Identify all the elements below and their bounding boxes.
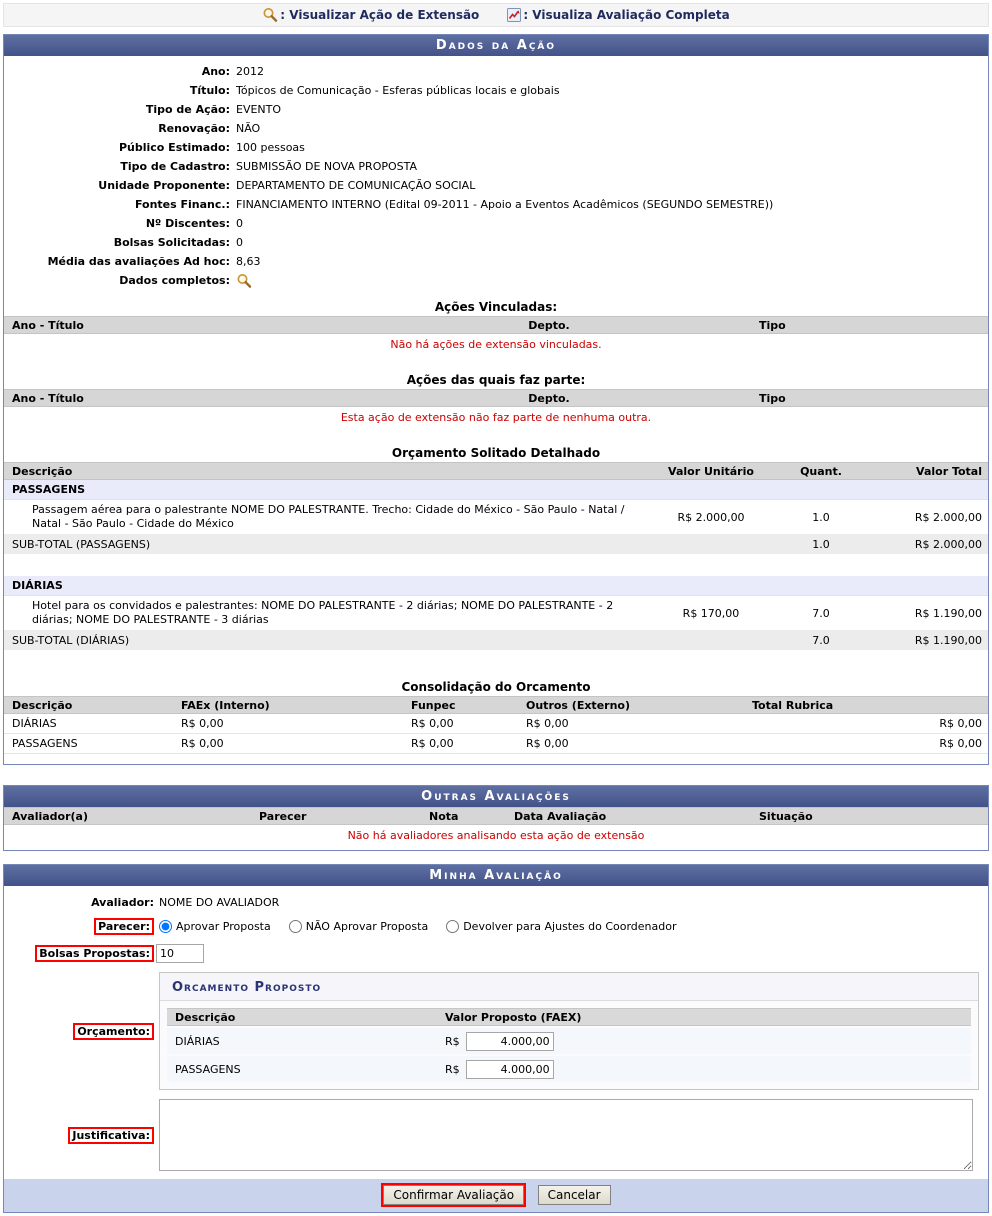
field-label: Unidade Proponente: [98, 179, 230, 192]
currency-prefix: R$ [445, 1062, 460, 1076]
col-tipo: Tipo [759, 391, 786, 405]
section-title-dados-da-acao: Dados da Ação [4, 35, 988, 56]
cons-outros: R$ 0,00 [526, 717, 569, 730]
section-dados-da-acao [3, 34, 989, 765]
col-parecer: Parecer [259, 809, 307, 823]
field-value: 100 pessoas [236, 141, 305, 154]
view-full-evaluation-link[interactable] [507, 8, 729, 22]
item-description: Passagem aérea para o palestrante NOME DO PALESTRANTE. Trecho: Cidade do México - São Paulo - Natal / Natal - São Paulo - Cidade do México [32, 503, 625, 530]
field-label: Média das avaliações Ad hoc: [47, 255, 230, 268]
field-fontes-financ [4, 195, 988, 214]
col-data-avaliacao: Data Avaliação [514, 809, 607, 823]
consolidation-row [4, 714, 988, 734]
cons-funpec: R$ 0,00 [411, 717, 454, 730]
field-value: 8,63 [236, 255, 261, 268]
field-value: 2012 [236, 65, 264, 78]
linked-actions-title: Ações Vinculadas: [434, 300, 558, 314]
col-faex-interno: FAEx (Interno) [181, 698, 270, 712]
radio-label: Aprovar Proposta [176, 920, 271, 933]
col-funpec: Funpec [411, 698, 456, 712]
col-ano-titulo: Ano - Título [12, 318, 84, 332]
col-descricao: Descrição [12, 464, 73, 478]
radio-nao-aprovar-proposta[interactable] [289, 920, 428, 933]
field-label: Público Estimado: [118, 141, 230, 154]
col-situacao: Situação [759, 809, 813, 823]
section-title-minha-avaliacao: Minha Avaliação [4, 865, 988, 886]
col-depto: Depto. [528, 391, 570, 405]
radio-aprovar-proposta-input[interactable] [159, 920, 172, 933]
field-label: Nº Discentes: [145, 217, 230, 230]
field-value: FINANCIAMENTO INTERNO (Edital 09-2011 - Apoio a Eventos Acadêmicos (SEGUNDO SEMESTRE)) [236, 198, 774, 211]
my-evaluation-form [4, 886, 988, 1212]
view-extension-action-link[interactable] [262, 7, 479, 23]
item-description: Hotel para os convidados e palestrantes: NOME DO PALESTRANTE - 2 diárias; NOME DO PALESTRANTE - 2 diárias; NOME DO PALESTRANTE - 3 diárias [32, 599, 614, 626]
cons-faex: R$ 0,00 [181, 737, 224, 750]
cons-desc: DIÁRIAS [12, 717, 57, 730]
item-qty: 7.0 [812, 606, 830, 620]
view-full-evaluation-label: : Visualiza Avaliação Completa [523, 8, 730, 22]
field-bolsas-solicitadas [4, 233, 988, 252]
budget-category-row [4, 480, 988, 500]
field-dados-completos [4, 271, 988, 290]
field-label: Fontes Financ.: [134, 198, 230, 211]
justificativa-label: Justificativa: [68, 1127, 154, 1144]
col-valor-proposto-faex: Valor Proposto (FAEX) [445, 1011, 582, 1024]
cons-funpec: R$ 0,00 [411, 737, 454, 750]
passagens-value-input[interactable] [466, 1060, 554, 1079]
budget-item-row [4, 596, 988, 631]
item-unit-value: R$ 2.000,00 [677, 510, 745, 524]
justificativa-row [4, 1099, 988, 1171]
proposed-desc: PASSAGENS [175, 1062, 241, 1076]
bolsas-propostas-input[interactable] [156, 944, 204, 963]
avaliador-value: NOME DO AVALIADOR [159, 896, 280, 909]
subtotal-label: SUB-TOTAL (DIÁRIAS) [12, 634, 130, 647]
field-label: Renovação: [158, 122, 230, 135]
field-label: Tipo de Ação: [145, 103, 230, 116]
col-avaliador: Avaliador(a) [12, 809, 89, 823]
other-evaluations-empty-message: Não há avaliadores analisando esta ação de extensão [347, 829, 645, 842]
view-extension-action-label: : Visualizar Ação de Extensão [280, 8, 480, 22]
col-depto: Depto. [528, 318, 570, 332]
magnifier-icon [236, 273, 252, 289]
radio-nao-aprovar-proposta-input[interactable] [289, 920, 302, 933]
form-footer-bar [4, 1179, 988, 1212]
field-value: EVENTO [236, 103, 282, 116]
subtotal-label: SUB-TOTAL (PASSAGENS) [12, 538, 151, 551]
confirmar-avaliacao-button[interactable]: Confirmar Avaliação [383, 1185, 524, 1205]
field-label: Ano: [201, 65, 230, 78]
legend-bar [3, 3, 989, 27]
field-n-discentes [4, 214, 988, 233]
bolsas-propostas-label: Bolsas Propostas: [35, 945, 154, 962]
radio-label: Devolver para Ajustes do Coordenador [463, 920, 677, 933]
chart-document-icon [507, 8, 521, 22]
col-outros-externo: Outros (Externo) [526, 698, 630, 712]
diarias-value-input[interactable] [466, 1032, 554, 1051]
item-unit-value: R$ 170,00 [682, 606, 740, 620]
col-nota: Nota [429, 809, 459, 823]
magnifier-icon [262, 7, 278, 23]
item-total: R$ 1.190,00 [914, 606, 982, 620]
item-qty: 1.0 [812, 510, 830, 524]
action-data-fields [4, 56, 988, 292]
part-of-actions-header [4, 389, 988, 407]
parecer-label: Parecer: [94, 918, 154, 935]
field-renovacao [4, 119, 988, 138]
requested-budget-header [4, 462, 988, 480]
parecer-row [4, 918, 988, 935]
radio-devolver-ajustes-input[interactable] [446, 920, 459, 933]
field-label: Bolsas Solicitadas: [113, 236, 230, 249]
col-quant: Quant. [800, 464, 842, 478]
col-valor-unitario: Valor Unitário [668, 464, 754, 478]
col-descricao: Descrição [12, 698, 73, 712]
subtotal-qty: 7.0 [812, 634, 830, 647]
subtotal-total: R$ 1.190,00 [914, 634, 982, 647]
avaliador-label: Avaliador: [91, 896, 154, 909]
budget-subtotal-row [4, 631, 988, 650]
other-evaluations-header [4, 807, 988, 825]
cons-faex: R$ 0,00 [181, 717, 224, 730]
proposed-budget-header [167, 1008, 971, 1026]
subtotal-qty: 1.0 [812, 538, 830, 551]
proposed-budget-row [167, 1028, 971, 1054]
field-label: Título: [189, 84, 230, 97]
field-value: 0 [236, 217, 243, 230]
field-value: Tópicos de Comunicação - Esferas públicas locais e globais [236, 84, 560, 97]
budget-subtotal-row [4, 535, 988, 554]
part-of-actions-empty-message: Esta ação de extensão não faz parte de nenhuma outra. [340, 411, 652, 424]
linked-actions-header [4, 316, 988, 334]
item-total: R$ 2.000,00 [914, 510, 982, 524]
cons-total: R$ 0,00 [939, 717, 982, 730]
confirm-highlight-box [381, 1183, 526, 1207]
budget-item-row [4, 500, 988, 535]
category-label: PASSAGENS [12, 483, 86, 496]
cons-outros: R$ 0,00 [526, 737, 569, 750]
field-unidade-proponente [4, 176, 988, 195]
budget-consolidation-header [4, 696, 988, 714]
col-total-rubrica: Total Rubrica [752, 698, 834, 712]
consolidation-row [4, 734, 988, 754]
field-publico-estimado [4, 138, 988, 157]
radio-label: NÃO Aprovar Proposta [305, 920, 429, 933]
proposed-budget-title: Orcamento Proposto [160, 973, 978, 1001]
orcamento-row [4, 972, 988, 1090]
radio-aprovar-proposta[interactable] [159, 920, 271, 933]
col-valor-total: Valor Total [916, 464, 982, 478]
col-tipo: Tipo [759, 318, 786, 332]
field-label: Dados completos: [119, 274, 230, 287]
field-value: DEPARTAMENTO DE COMUNICAÇÃO SOCIAL [236, 179, 476, 192]
budget-category-row [4, 576, 988, 596]
avaliador-row [4, 896, 988, 909]
cons-total: R$ 0,00 [939, 737, 982, 750]
parecer-radio-group [159, 920, 988, 933]
field-value: SUBMISSÃO DE NOVA PROPOSTA [236, 160, 418, 173]
col-descricao: Descrição [175, 1011, 236, 1024]
dados-completos-link[interactable] [236, 274, 252, 287]
part-of-actions-title: Ações das quais faz parte: [406, 373, 586, 387]
requested-budget-title: Orçamento Solitado Detalhado [391, 446, 601, 460]
currency-prefix: R$ [445, 1034, 460, 1048]
proposed-budget-fieldset [159, 972, 979, 1090]
justificativa-textarea[interactable] [159, 1099, 973, 1171]
orcamento-label: Orçamento: [73, 1023, 154, 1040]
proposed-budget-row [167, 1056, 971, 1082]
bolsas-row [4, 944, 988, 963]
field-tipo-de-acao [4, 100, 988, 119]
section-title-outras-avaliacoes: Outras Avaliações [4, 786, 988, 807]
proposed-desc: DIÁRIAS [175, 1034, 220, 1048]
cons-desc: PASSAGENS [12, 737, 78, 750]
section-outras-avaliacoes [3, 785, 989, 851]
field-value: NÃO [236, 122, 261, 135]
budget-consolidation-title: Consolidação do Orcamento [401, 680, 591, 694]
field-label: Tipo de Cadastro: [120, 160, 230, 173]
cancelar-button[interactable]: Cancelar [538, 1185, 611, 1205]
category-label: DIÁRIAS [12, 579, 63, 592]
field-value: 0 [236, 236, 243, 249]
linked-actions-empty-message: Não há ações de extensão vinculadas. [390, 338, 602, 351]
col-ano-titulo: Ano - Título [12, 391, 84, 405]
section-minha-avaliacao [3, 864, 989, 1213]
radio-devolver-ajustes[interactable] [446, 920, 676, 933]
field-tipo-de-cadastro [4, 157, 988, 176]
field-media-avaliacoes-ad-hoc [4, 252, 988, 271]
subtotal-total: R$ 2.000,00 [914, 538, 982, 551]
field-ano [4, 62, 988, 81]
field-titulo [4, 81, 988, 100]
